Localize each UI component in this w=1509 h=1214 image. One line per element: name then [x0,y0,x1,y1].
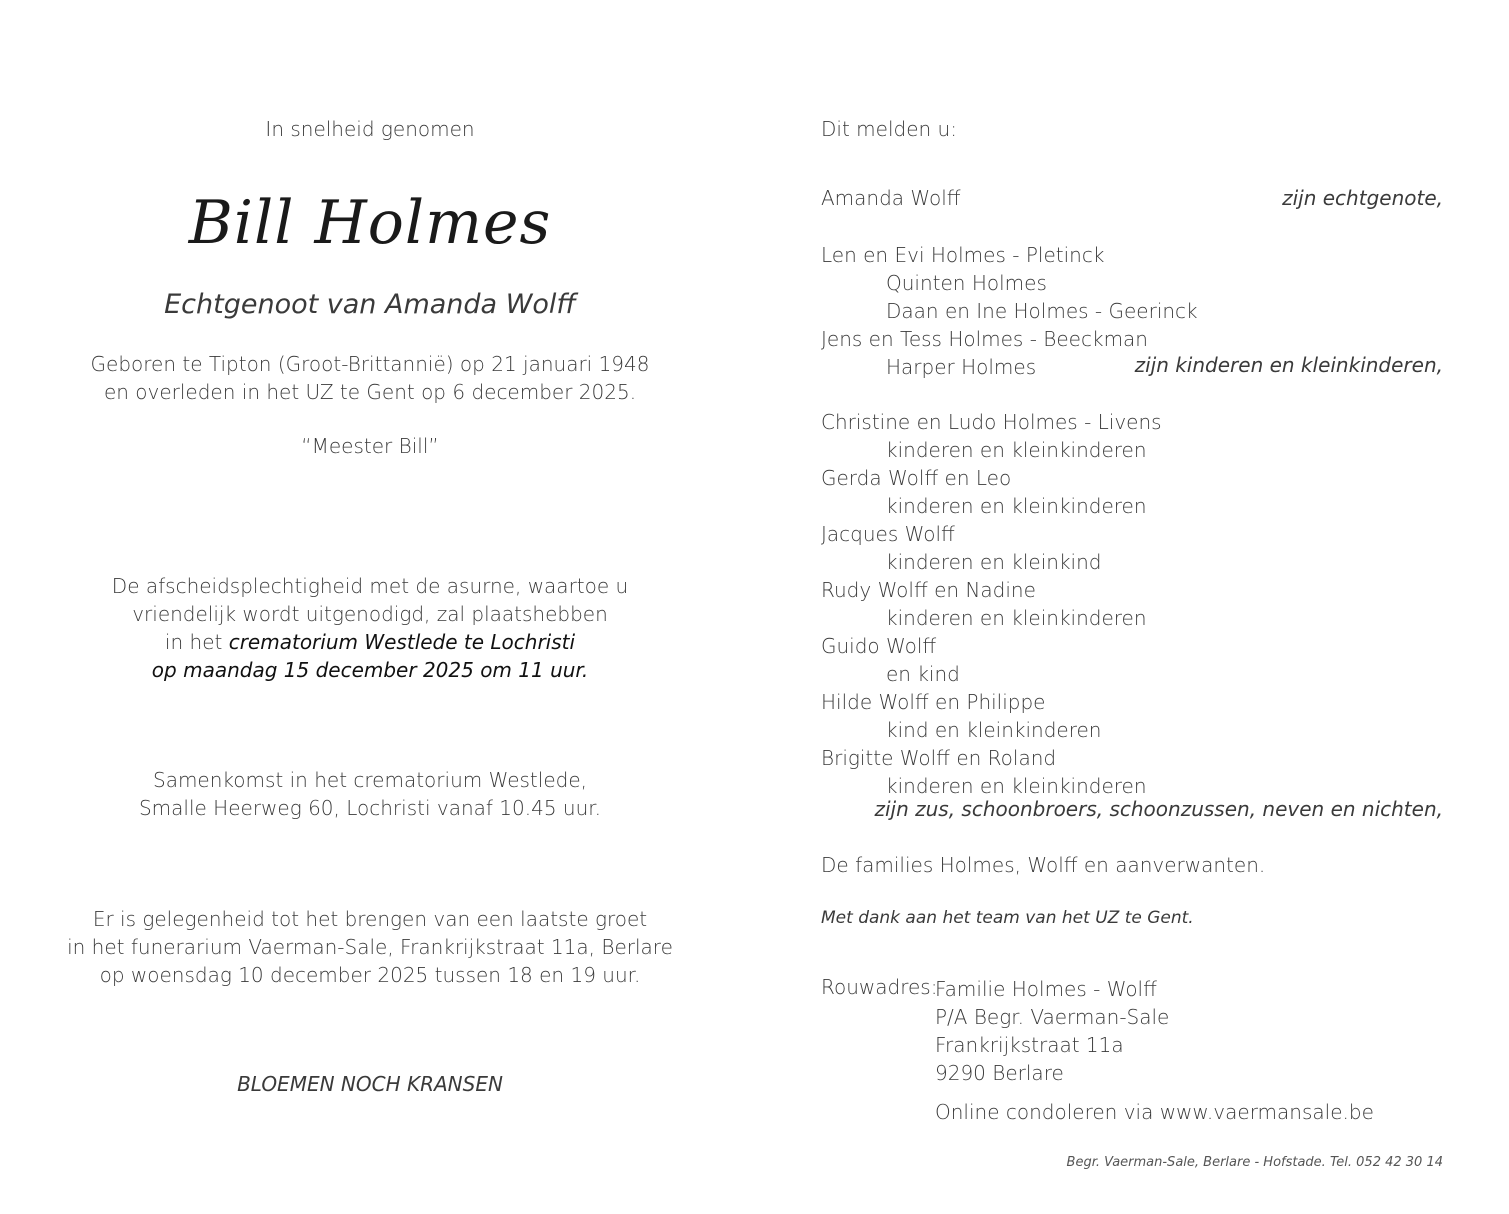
funeral-home-footer: Begr. Vaerman-Sale, Berlare - Hofstade. Tel. 052 42 30 14 [1066,1155,1443,1170]
grandchild-1: Quinten Holmes [886,271,1047,295]
flowers-notice: BLOEMEN NOCH KRANSEN [237,1072,503,1096]
ceremony-line-1: De afscheidsplechtigheid met de asurne, waartoe u [111,574,629,598]
visitation-line-2: in het funerarium Vaerman-Sale, Frankrijkstraat 11a, Berlare [67,935,673,959]
sibling-4-family: kinderen en kleinkinderen [886,606,1147,630]
siblings-list [821,408,1162,800]
spouse-name: Amanda Wolff [821,186,961,210]
birth-line: Geboren te Tipton (Groot-Brittannië) op 21 januari 1948 [90,352,650,376]
siblings-role: zijn zus, schoonbroers, schoonzussen, neven en nichten, [874,797,1443,821]
sibling-1: Christine en Ludo Holmes - Livens [821,410,1162,434]
intro-text: In snelheid genomen [265,117,475,141]
visitation-line-1: Er is gelegenheid tot het brengen van een laatste groet [92,907,648,931]
sibling-4: Rudy Wolff en Nadine [821,578,1036,602]
spouse-subtitle: Echtgenoot van Amanda Wolff [164,289,576,320]
gathering-line-2: Smalle Heerweg 60, Lochristi vanaf 10.45 uur. [138,796,602,820]
grandchild-3: Harper Holmes [886,355,1037,379]
sibling-5-family: en kind [886,662,960,686]
ceremony-line-2: vriendelijk wordt uitgenodigd, zal plaatshebben [132,602,608,626]
sibling-3-family: kinderen en kleinkind [886,550,1102,574]
address-line-1: Familie Holmes - Wolff [935,977,1157,1001]
online-condolences: Online condoleren via www.vaermansale.be [935,1100,1374,1124]
spouse-role: zijn echtgenote, [1282,186,1443,210]
child-2: Jens en Tess Holmes - Beeckman [821,327,1148,351]
deceased-name-signature: Bill Holmes [188,188,552,258]
sibling-2-family: kinderen en kleinkinderen [886,494,1147,518]
families-line: De families Holmes, Wolff en aanverwanten. [821,853,1266,877]
mourning-address [935,975,1169,1087]
announcement-intro: Dit melden u: [821,117,957,141]
sibling-2: Gerda Wolff en Leo [821,466,1012,490]
visitation-info [67,905,673,989]
sibling-7-family: kinderen en kleinkinderen [886,774,1147,798]
visitation-line-3: op woensdag 10 december 2025 tussen 18 en 19 uur. [99,963,641,987]
ceremony-prefix: in het [164,630,229,654]
address-line-3: Frankrijkstraat 11a [935,1033,1124,1057]
nickname: “Meester Bill” [301,434,439,458]
address-line-2: P/A Begr. Vaerman-Sale [935,1005,1170,1029]
thanks-line: Met dank aan het team van het UZ te Gent. [821,908,1194,928]
death-line: en overleden in het UZ te Gent op 6 december 2025. [103,380,637,404]
ceremony-place: crematorium Westlede te Lochristi [228,630,576,654]
ceremony-info [112,572,628,684]
sibling-7: Brigitte Wolff en Roland [821,746,1057,770]
child-1: Len en Evi Holmes - Pletinck [821,243,1105,267]
gathering-line-1: Samenkomst in het crematorium Westlede, [153,768,587,792]
sibling-6-family: kind en kleinkinderen [886,718,1102,742]
address-line-4: 9290 Berlare [935,1061,1064,1085]
sibling-5: Guido Wolff [821,634,937,658]
grandchild-2: Daan en Ine Holmes - Geerinck [886,299,1198,323]
ceremony-date: op maandag 15 december 2025 om 11 uur. [151,658,589,682]
address-label: Rouwadres: [821,975,938,999]
sibling-1-family: kinderen en kleinkinderen [886,438,1147,462]
children-role: zijn kinderen en kleinkinderen, [1134,353,1443,377]
sibling-3: Jacques Wolff [821,522,955,546]
birth-death-info [91,350,650,406]
sibling-6: Hilde Wolff en Philippe [821,690,1046,714]
ceremony-line-3 [112,628,628,656]
gathering-info [139,766,601,822]
